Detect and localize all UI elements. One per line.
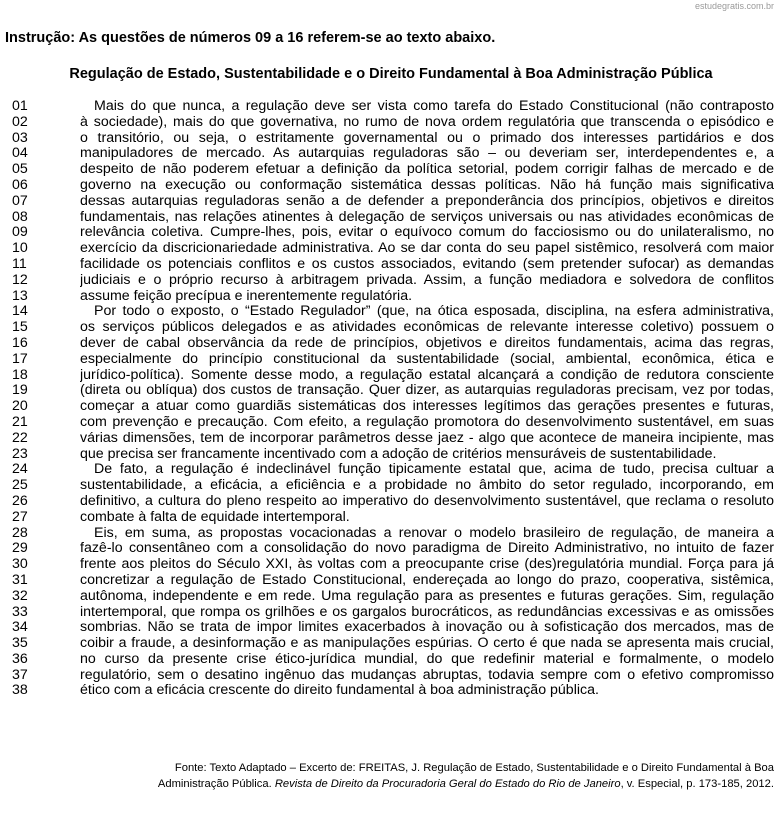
- line-number: 31: [12, 571, 28, 588]
- line-text: judiciais e o próprio recurso à arbitragem privada. Assim, a função mediadora e solvedora de conflitos: [80, 272, 774, 288]
- line-text: facilidade os potenciais conflitos e os custos associados, evitando (sem pretender sufocar) as demandas: [80, 256, 774, 272]
- line-text: intertemporal, que rompa os grilhões e os gargalos burocráticos, as redundâncias excessivas e as omissões: [80, 604, 774, 620]
- line-number: 30: [12, 556, 28, 573]
- source-citation: [74, 760, 774, 792]
- line-text: à sociedade), mais do que governativa, no rumo de nova ordem regulatória que transcenda o episódico e: [80, 114, 774, 130]
- numbered-text-block: [12, 99, 774, 699]
- text-line: [12, 225, 774, 241]
- line-number: 26: [12, 492, 28, 509]
- line-number: 28: [12, 524, 28, 541]
- line-number: 13: [12, 287, 28, 304]
- line-text: jurídico-política). Somente desse modo, a regulação estatal alcançará a condição de redutora consciente: [80, 367, 774, 383]
- line-text: concretizar a regulação de Estado Constitucional, endereçada ao longo do prazo, cooperativa, sistêmica,: [80, 572, 774, 588]
- text-line: [12, 683, 774, 699]
- line-text: com prevenção e precaução. Com efeito, a regulação promotora do desenvolvimento sustentável, em suas: [80, 414, 774, 430]
- text-line: [12, 320, 774, 336]
- line-number: 10: [12, 240, 28, 257]
- line-text: governo na execução ou conformação sistemática dessas políticas. Não há função mais significativa: [80, 177, 774, 193]
- line-text: exercício da discricionariedade administrativa. Ao se dar conta do seu papel sistêmico, resolverá com maior: [80, 241, 774, 257]
- line-number: 22: [12, 429, 28, 446]
- text-line: [12, 131, 774, 147]
- site-watermark: estudegratis.com.br: [694, 1, 774, 11]
- text-line: [12, 573, 774, 589]
- line-number: 18: [12, 366, 28, 383]
- text-line: [12, 336, 774, 352]
- text-line: [12, 510, 774, 526]
- line-text: Por todo o exposto, o “Estado Regulador” (que, na ótica esposada, disciplina, na esfera administrativa,: [94, 304, 774, 320]
- line-text: definitivo, a cultura do pleno respeito ao imperativo do desenvolvimento sustentável, que reclama o resoluto: [80, 493, 774, 509]
- line-text: assume feição precípua e inerentemente regulatória.: [80, 288, 413, 304]
- line-number: 16: [12, 334, 28, 351]
- line-number: 29: [12, 540, 28, 557]
- line-text: manipuladores de mercado. As autarquias reguladoras são – ou deveriam ser, interdependentes e, a: [80, 146, 774, 162]
- source-line-2-prefix: Administração Pública.: [157, 778, 275, 790]
- line-text: que precisa ser francamente incentivado com a adoção de critérios mensuráveis de sustentabilidade.: [80, 446, 717, 462]
- line-number: 38: [12, 682, 28, 699]
- text-line: [12, 368, 774, 384]
- text-line: [12, 494, 774, 510]
- line-text: coibir a fraude, a desinformação e as manipulações espúrias. O certo é que nada se apresenta mais crucial,: [80, 636, 774, 652]
- text-line: [12, 178, 774, 194]
- line-text: os serviços públicos delegados e as atividades econômicas de relevante interesse coletivo) possuem o: [80, 320, 774, 336]
- line-text: sombrias. Não se trata de impor limites exacerbados à inovação ou à sofisticação dos mercados, mas de: [80, 620, 774, 636]
- text-line: [12, 241, 774, 257]
- line-text: regulatório, sem o desatino ingênuo das mudanças abruptas, todavia sempre com o efetivo compromisso: [80, 667, 774, 683]
- line-number: 25: [12, 477, 28, 494]
- text-line: [12, 352, 774, 368]
- text-line: [12, 478, 774, 494]
- line-text: especialmente do princípio constitucional da sustentabilidade (social, ambiental, econômica, ética e: [80, 351, 774, 367]
- line-text: relevância coletiva. Cumpre-lhes, pois, evitar o equívoco comum do facciosismo ou do unilateralismo, no: [80, 225, 774, 241]
- text-line: [12, 257, 774, 273]
- text-line: [12, 273, 774, 289]
- line-text: frente aos pleitos do Século XXI, às voltas com a preocupante crise (des)regulatória mundial. Força para já: [80, 557, 774, 573]
- line-number: 11: [12, 255, 27, 272]
- text-line: [12, 431, 774, 447]
- line-number: 34: [12, 619, 28, 636]
- line-text: despeito de não poderem efetuar a definição da política setorial, podem corrigir falhas de mercado e de: [80, 162, 774, 178]
- text-line: [12, 620, 774, 636]
- line-number: 27: [12, 508, 28, 525]
- line-number: 15: [12, 319, 28, 336]
- line-text: várias dimensões, tem de incorporar parâmetros desse jaez - algo que acontece de maneira incipiente, mas: [80, 430, 774, 446]
- line-number: 01: [12, 98, 28, 114]
- text-line: [12, 194, 774, 210]
- line-number: 12: [12, 271, 28, 288]
- text-line: [12, 668, 774, 684]
- text-title: Regulação de Estado, Sustentabilidade e o Direito Fundamental à Boa Administração Pública: [69, 66, 713, 82]
- line-number: 04: [12, 145, 28, 162]
- text-line: [12, 289, 774, 305]
- line-number: 37: [12, 666, 28, 683]
- text-line: [12, 541, 774, 557]
- line-text: fazê-lo consentâneo com a consolidação do novo paradigma de Direito Administrativo, no intuito de fazer: [80, 541, 774, 557]
- line-text: sustentabilidade, a eficácia, a eficiência e a probidade no âmbito do setor regulado, incorporando, em: [80, 478, 774, 494]
- line-number: 09: [12, 224, 28, 241]
- line-number: 35: [12, 635, 28, 652]
- line-number: 23: [12, 445, 28, 462]
- line-text: ético com a eficácia crescente do direito fundamental à boa administração pública.: [80, 683, 599, 699]
- line-number: 14: [12, 303, 28, 320]
- text-line: [12, 210, 774, 226]
- text-line: [12, 462, 774, 478]
- line-number: 20: [12, 398, 28, 415]
- text-line: [12, 146, 774, 162]
- text-line: [12, 447, 774, 463]
- line-number: 08: [12, 208, 28, 225]
- line-text: De fato, a regulação é indeclinável função tipicamente estatal que, acima de tudo, precisa cultuar a: [94, 462, 774, 478]
- line-number: 03: [12, 129, 28, 146]
- line-text: dessas autarquias reguladoras senão a de defender a preponderância dos princípios, objetivos e direitos: [80, 193, 774, 209]
- line-number: 06: [12, 176, 28, 193]
- text-line: [12, 589, 774, 605]
- text-line: [12, 636, 774, 652]
- line-number: 07: [12, 192, 28, 209]
- line-number: 33: [12, 603, 28, 620]
- line-number: 24: [12, 461, 28, 478]
- line-number: 05: [12, 161, 28, 178]
- text-line: [12, 526, 774, 542]
- text-line: [12, 162, 774, 178]
- source-line-1: Fonte: Texto Adaptado – Excerto de: FREITAS, J. Regulação de Estado, Sustentabilidade e o Direito Fundamental à Boa: [174, 762, 774, 774]
- line-number: 19: [12, 382, 28, 399]
- line-number: 21: [12, 413, 28, 430]
- text-line: [12, 115, 774, 131]
- line-number: 36: [12, 650, 28, 667]
- text-line: [12, 399, 774, 415]
- text-line: [12, 557, 774, 573]
- text-line: [12, 304, 774, 320]
- line-text: Eis, em suma, as propostas vocacionadas a renovar o modelo brasileiro de regulação, de maneira a: [94, 525, 774, 541]
- line-number: 32: [12, 587, 28, 604]
- text-line: [12, 605, 774, 621]
- text-line: [12, 652, 774, 668]
- line-number: 02: [12, 113, 28, 130]
- line-text: no curso da presente crise ético-jurídica mundial, do que redefinir material e formalmente, o modelo: [80, 651, 774, 667]
- line-text: autônoma, independente e em rede. Uma regulação para as presentes e futuras gerações. Sim, regulação: [80, 588, 774, 604]
- line-text: fundamentais, nas relações atinentes à delegação de serviços universais ou nas atividades econômicas de: [80, 209, 774, 225]
- line-text: (direta ou oblíqua) dos custos de transação. Quer dizer, as autarquias reguladoras precisam, vez por todas,: [80, 383, 774, 399]
- line-text: Mais do que nunca, a regulação deve ser vista como tarefa do Estado Constitucional (não contraposto: [94, 99, 774, 114]
- source-line-2-suffix: , v. Especial, p. 173-185, 2012.: [620, 778, 774, 790]
- text-line: [12, 99, 774, 115]
- text-line: [12, 415, 774, 431]
- line-text: combate à falta de equidade intertemporal.: [80, 509, 350, 525]
- instruction-heading: Instrução: As questões de números 09 a 16 referem-se ao texto abaixo.: [5, 30, 496, 46]
- line-text: começar a atuar como guardiãs sistemáticas dos interesses legítimos das gerações presentes e futuras,: [80, 399, 774, 415]
- line-text: o transitório, ou seja, o estritamente governamental ou o primado dos interesses partidários e dos: [80, 130, 774, 146]
- line-text: dever de cabal observância da rede de princípios, objetivos e direitos fundamentais, acima das regras,: [80, 335, 774, 351]
- line-number: 17: [12, 350, 28, 367]
- text-line: [12, 383, 774, 399]
- source-journal-title: Revista de Direito da Procuradoria Geral do Estado do Rio de Janeiro: [274, 778, 621, 790]
